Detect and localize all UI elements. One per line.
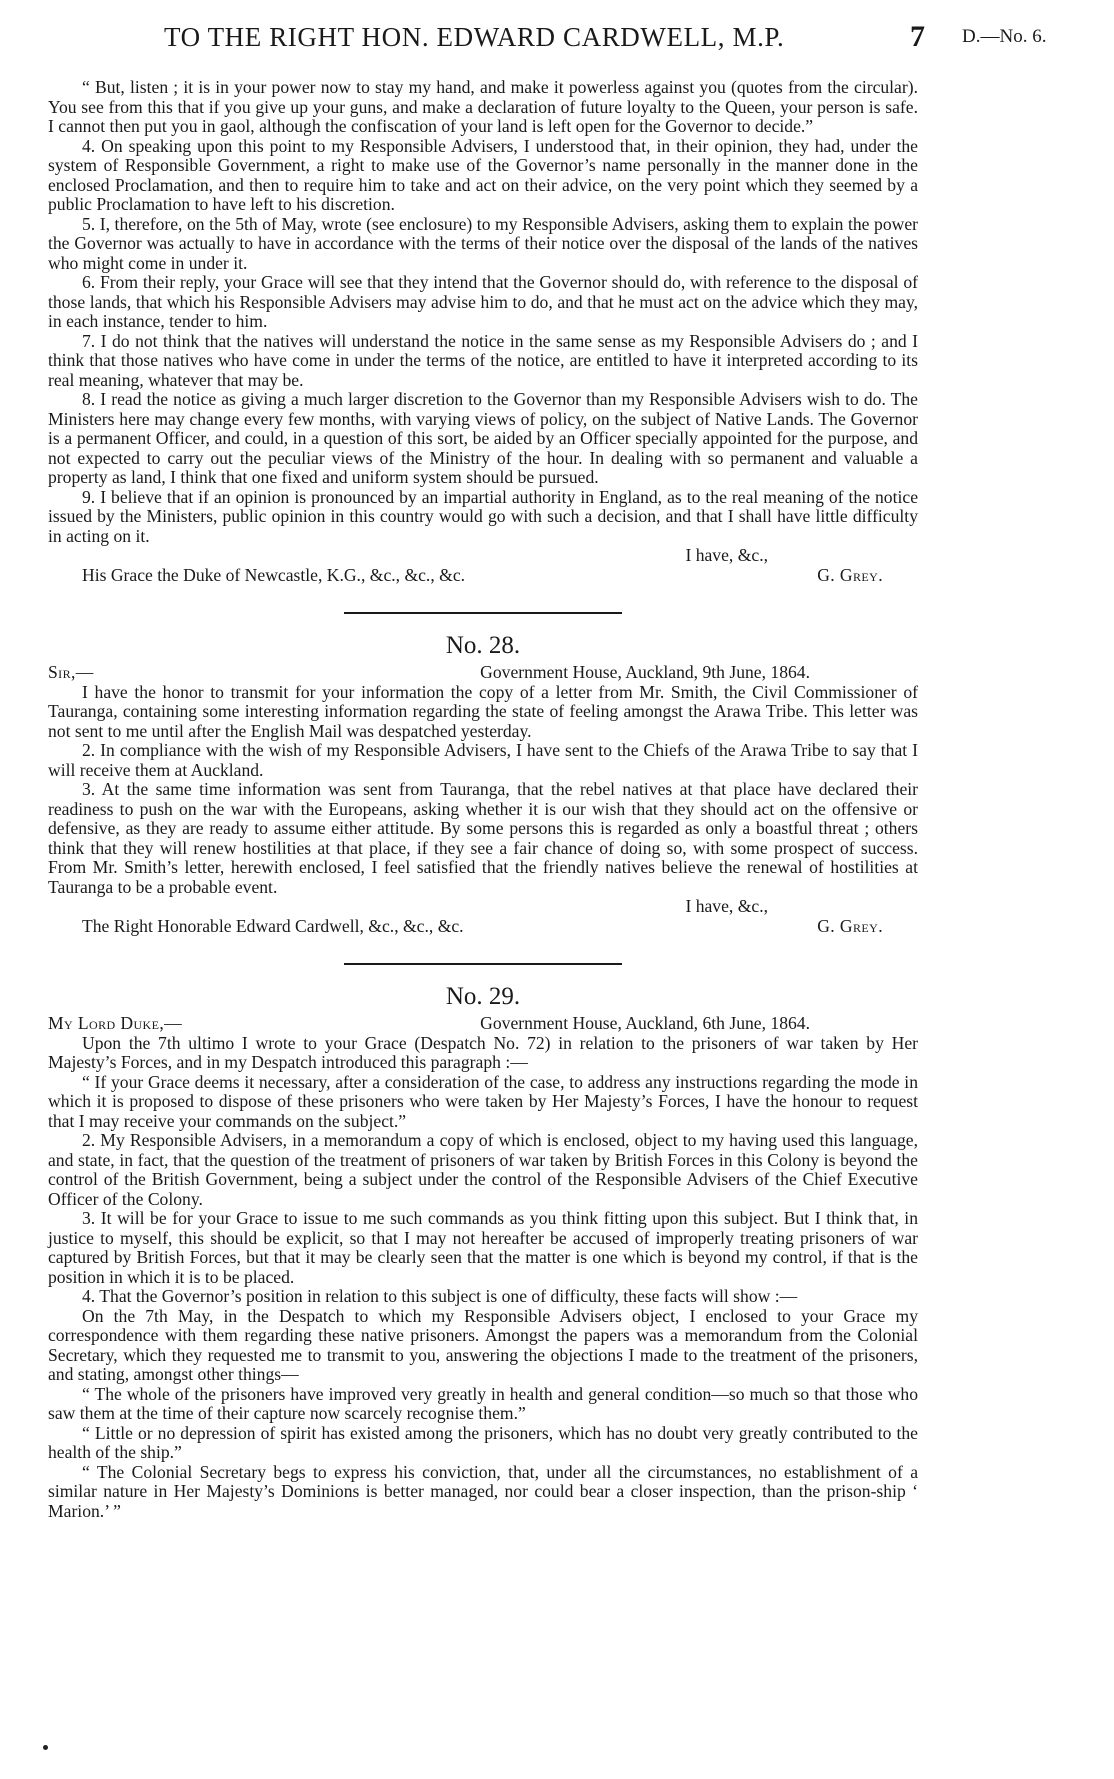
signature: G. Grey. xyxy=(817,564,883,585)
paragraph: 4. On speaking upon this point to my Responsible Advisers, I understood that, in their opinion, they had, under the system of Responsible Government, a right to make use of the Governor’s name personally in the manner done in the enclosed Proclamation, and then to require him to take and act on their advice, on the very point which they seemed by a public Proclamation to have left to his discretion. xyxy=(48,135,918,214)
salutation-line xyxy=(48,1014,918,1034)
paragraph: 2. My Responsible Advisers, in a memorandum a copy of which is enclosed, object to my having used this language, and state, in fact, that the question of the treatment of prisoners of war taken by British Forces in this Colony is beyond the control of the British Government, being a subject under the control of the Responsible Advisers of the Chief Executive Officer of the Colony. xyxy=(48,1130,918,1209)
paragraph: 2. In compliance with the wish of my Responsible Advisers, I have sent to the Chiefs of the Arawa Tribe to say that I will receive them at Auckland. xyxy=(48,740,918,780)
document-body xyxy=(48,78,918,1521)
dateline: Government House, Auckland, 6th June, 1864. xyxy=(480,1013,810,1033)
paragraph: 9. I believe that if an opinion is pronounced by an impartial authority in England, as to the real meaning of the notice issued by the Ministers, public opinion in this country would go with such a decision, and that I shall have little difficulty in acting on it. xyxy=(48,486,918,546)
paragraph: 3. It will be for your Grace to issue to me such commands as you think fitting upon this subject. But I think that, in justice to myself, this should be explicit, so that I may not hereafter be accused of improperly treating prisoners of war captured by British Forces, but that it may be clearly seen that the matter is one which is beyond my control, if that is the position in which it is to be placed. xyxy=(48,1208,918,1287)
section-divider xyxy=(344,963,622,965)
stray-ink-mark xyxy=(43,1745,48,1750)
letter-no-29 xyxy=(48,984,918,1521)
header-title: TO THE RIGHT HON. EDWARD CARDWELL, M.P. xyxy=(164,22,785,52)
running-header xyxy=(48,22,1088,54)
paragraph: Upon the 7th ultimo I wrote to your Grace (Despatch No. 72) in relation to the prisoners of war taken by Her Majesty’s Forces, and in my Despatch introduced this paragraph :— xyxy=(48,1032,918,1072)
dateline: Government House, Auckland, 9th June, 1864. xyxy=(480,662,810,682)
paragraph: 6. From their reply, your Grace will see that they intend that the Governor should do, with reference to the disposal of those lands, that which his Responsible Advisers may advise him to do, and that he must act on the advice which they may, in each instance, tender to him. xyxy=(48,272,918,331)
paragraph: On the 7th May, in the Despatch to which my Responsible Advisers object, I enclosed to your Grace my correspondence with them regarding these native prisoners. Amongst the papers was a memorandum from the Colonial Secretary, which they requested me to transmit to you, answering the objections I made to the treatment of the prisoners, and stating, amongst other things— xyxy=(48,1305,918,1384)
paragraph: “ The Colonial Secretary begs to express his conviction, that, under all the circumstances, no establishment of a similar nature in Her Majesty’s Dominions is better managed, nor could bear a closer inspection, than the prison-ship ‘ Marion.’ ” xyxy=(48,1461,918,1521)
document-reference: D.—No. 6. xyxy=(962,26,1047,47)
addressee: The Right Honorable Edward Cardwell, &c., &c., &c. xyxy=(82,915,464,936)
closing-line xyxy=(48,546,918,566)
paragraph: I have the honor to transmit for your information the copy of a letter from Mr. Smith, the Civil Commissioner of Tauranga, containing some interesting information regarding the state of feeling amongst the Arawa Tribe. This letter was not sent to me until after the English Mail was despatched yesterday. xyxy=(48,681,918,741)
paragraph: 8. I read the notice as giving a much larger discretion to the Governor than my Responsible Advisers wish to do. The Ministers here may change every few months, with varying views of policy, on the subject of Native Lands. The Governor is a permanent Officer, and could, in a question of this sort, be aided by an Officer specially appointed for the purpose, and not expected to carry out the peculiar views of the Ministry of the hour. In dealing with so permanent and valuable a property as land, I think that one fixed and uniform system should be pursued. xyxy=(48,389,918,487)
letter-continuation xyxy=(48,78,918,585)
letter-number: No. 28. xyxy=(445,632,521,659)
paragraph: 5. I, therefore, on the 5th of May, wrote (see enclosure) to my Responsible Advisers, asking them to explain the power the Governor was actually to have in accordance with the terms of their notice over the disposal of the lands of the natives who might come in under it. xyxy=(48,213,918,273)
salutation: Sir,— xyxy=(48,662,94,682)
closing-formula: I have, &c., xyxy=(685,545,768,565)
page-number: 7 xyxy=(910,20,925,53)
paragraph: “ But, listen ; it is in your power now to stay my hand, and make it powerless against you (quotes from the circular). You see from this that if you give up your guns, and make a declaration of future loyalty to the Queen, your person is safe. I cannot then put you in gaol, although the confiscation of your land is left open for the Governor to decide.” xyxy=(48,77,918,136)
letter-number: No. 29. xyxy=(445,983,521,1010)
paragraph: “ If your Grace deems it necessary, after a consideration of the case, to address any instructions regarding the mode in which it is proposed to dispose of these prisoners who were taken by Her Majesty’s Forces, I have the honour to request that I may receive your commands on the subject.” xyxy=(48,1071,918,1131)
section-divider xyxy=(344,612,622,614)
paragraph: “ The whole of the prisoners have improved very greatly in health and general condition—so much so that those who saw them at the time of their capture now scarcely recognise them.” xyxy=(48,1383,918,1423)
paragraph: “ Little or no depression of spirit has existed among the prisoners, which has no doubt very greatly contributed to the health of the ship.” xyxy=(48,1422,918,1462)
addressee-signature-line xyxy=(48,917,918,937)
salutation-line xyxy=(48,663,918,683)
paragraph: 4. That the Governor’s position in relation to this subject is one of difficulty, these facts will show :— xyxy=(82,1286,798,1306)
closing-formula: I have, &c., xyxy=(685,896,768,916)
salutation: My Lord Duke,— xyxy=(48,1013,183,1033)
addressee: His Grace the Duke of Newcastle, K.G., &c., &c., &c. xyxy=(82,564,466,585)
addressee-signature-line xyxy=(48,566,918,586)
closing-line xyxy=(48,897,918,917)
letter-no-28 xyxy=(48,633,918,936)
signature: G. Grey. xyxy=(817,915,883,936)
paragraph: 7. I do not think that the natives will understand the notice in the same sense as my Responsible Advisers do ; and I think that those natives who have come in under the terms of the notice, are entitled to have it interpreted according to its real meaning, whatever that may be. xyxy=(48,330,918,390)
paragraph: 3. At the same time information was sent from Tauranga, that the rebel natives at that place have declared their readiness to push on the war with the Europeans, asking whether it is our wish that they should act on the offensive or defensive, as they are ready to assume either attitude. By some persons this is regarded as only a boastful threat ; others think that they will renew hostilities at that place, if they see a fair chance of doing so, with some prospect of success. From Mr. Smith’s letter, herewith enclosed, I feel satisfied that the friendly natives believe the renewal of hostilities at Tauranga to be a probable event. xyxy=(48,779,918,897)
